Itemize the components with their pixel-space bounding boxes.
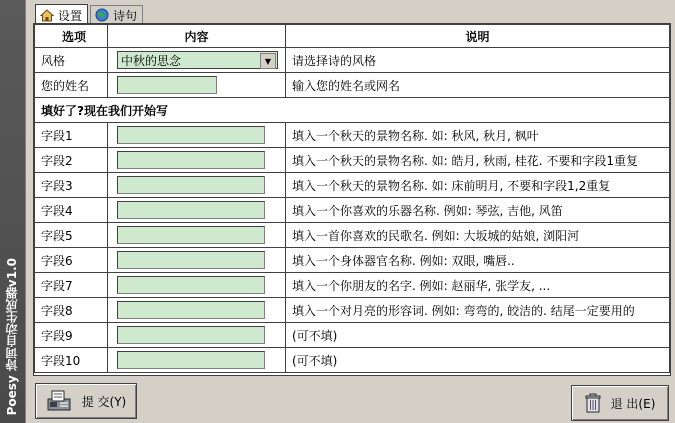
- section-title: 填好了?现在我们开始写: [35, 98, 670, 123]
- field-label: 字段1: [35, 123, 108, 148]
- field-row-3: [35, 173, 670, 198]
- name-label: 您的姓名: [35, 73, 108, 98]
- field-label: 字段5: [35, 223, 108, 248]
- field-desc: (可不填): [286, 323, 670, 348]
- field-desc: 填入一个身体器官名称. 例如: 双眼, 嘴唇..: [286, 248, 670, 273]
- field-label: 字段8: [35, 298, 108, 323]
- field-input-5[interactable]: [117, 226, 265, 244]
- fax-icon: [46, 389, 72, 413]
- name-row: [35, 73, 670, 98]
- field-input-4[interactable]: [117, 201, 265, 219]
- field-label: 字段2: [35, 148, 108, 173]
- field-input-3[interactable]: [117, 176, 265, 194]
- dropdown-arrow-icon[interactable]: ▼: [260, 53, 276, 69]
- field-input-10[interactable]: [117, 351, 265, 369]
- tab-poems-label: 诗句: [113, 8, 138, 23]
- field-label: 字段7: [35, 273, 108, 298]
- style-select[interactable]: [117, 51, 278, 69]
- field-row-5: [35, 223, 670, 248]
- header-option: 选项: [35, 25, 108, 48]
- app-title: Poesy 诗词自动生成器v1.0: [5, 257, 19, 415]
- submit-button-label: 提 交(Y): [81, 394, 127, 409]
- field-label: 字段4: [35, 198, 108, 223]
- trash-icon: [585, 393, 601, 413]
- exit-button-label: 退 出(E): [610, 396, 656, 411]
- field-row-7: [35, 273, 670, 298]
- field-input-1[interactable]: [117, 126, 265, 144]
- tab-poems[interactable]: [90, 5, 143, 24]
- settings-panel: [33, 23, 671, 376]
- field-desc: 填入一个对月亮的形容词. 例如: 弯弯的, 皎洁的. 结尾一定要用的: [286, 298, 670, 323]
- style-row: [35, 48, 670, 73]
- field-row-1: [35, 123, 670, 148]
- tab-settings[interactable]: [35, 4, 88, 25]
- name-desc: 输入您的姓名或网名: [286, 73, 670, 98]
- field-row-9: [35, 323, 670, 348]
- field-row-8: [35, 298, 670, 323]
- tab-bar: [35, 5, 145, 24]
- submit-button[interactable]: [35, 383, 137, 419]
- globe-icon: [95, 8, 109, 22]
- field-label: 字段3: [35, 173, 108, 198]
- field-label: 字段9: [35, 323, 108, 348]
- table-header-row: [35, 25, 670, 48]
- name-input[interactable]: [117, 76, 217, 94]
- exit-button[interactable]: [571, 385, 669, 421]
- field-desc: (可不填): [286, 348, 670, 373]
- field-desc: 填入一首你喜欢的民歌名. 例如: 大坂城的姑娘, 浏阳河: [286, 223, 670, 248]
- field-row-4: [35, 198, 670, 223]
- field-desc: 填入一个你喜欢的乐器名称. 例如: 琴弦, 吉他, 风笛: [286, 198, 670, 223]
- home-icon: [40, 9, 54, 22]
- field-desc: 填入一个秋天的景物名称. 如: 皓月, 秋雨, 桂花. 不要和字段1重复: [286, 148, 670, 173]
- tab-settings-label: 设置: [58, 8, 83, 23]
- brand-strip: [0, 0, 26, 423]
- field-row-10: [35, 348, 670, 373]
- style-desc: 请选择诗的风格: [286, 48, 670, 73]
- field-input-6[interactable]: [117, 251, 265, 269]
- section-row: [35, 98, 670, 123]
- style-select-value: 中秋的思念: [121, 53, 182, 68]
- field-desc: 填入一个你朋友的名字. 例如: 赵丽华, 张学友, ...: [286, 273, 670, 298]
- field-label: 字段10: [35, 348, 108, 373]
- header-description: 说明: [286, 25, 670, 48]
- field-input-2[interactable]: [117, 151, 265, 169]
- field-row-6: [35, 248, 670, 273]
- style-label: 风格: [35, 48, 108, 73]
- field-input-8[interactable]: [117, 301, 265, 319]
- field-desc: 填入一个秋天的景物名称. 如: 床前明月, 不要和字段1,2重复: [286, 173, 670, 198]
- field-desc: 填入一个秋天的景物名称. 如: 秋风, 秋月, 枫叶: [286, 123, 670, 148]
- field-label: 字段6: [35, 248, 108, 273]
- settings-table: [34, 24, 670, 373]
- field-row-2: [35, 148, 670, 173]
- field-input-9[interactable]: [117, 326, 265, 344]
- header-content: 内容: [108, 25, 286, 48]
- field-input-7[interactable]: [117, 276, 265, 294]
